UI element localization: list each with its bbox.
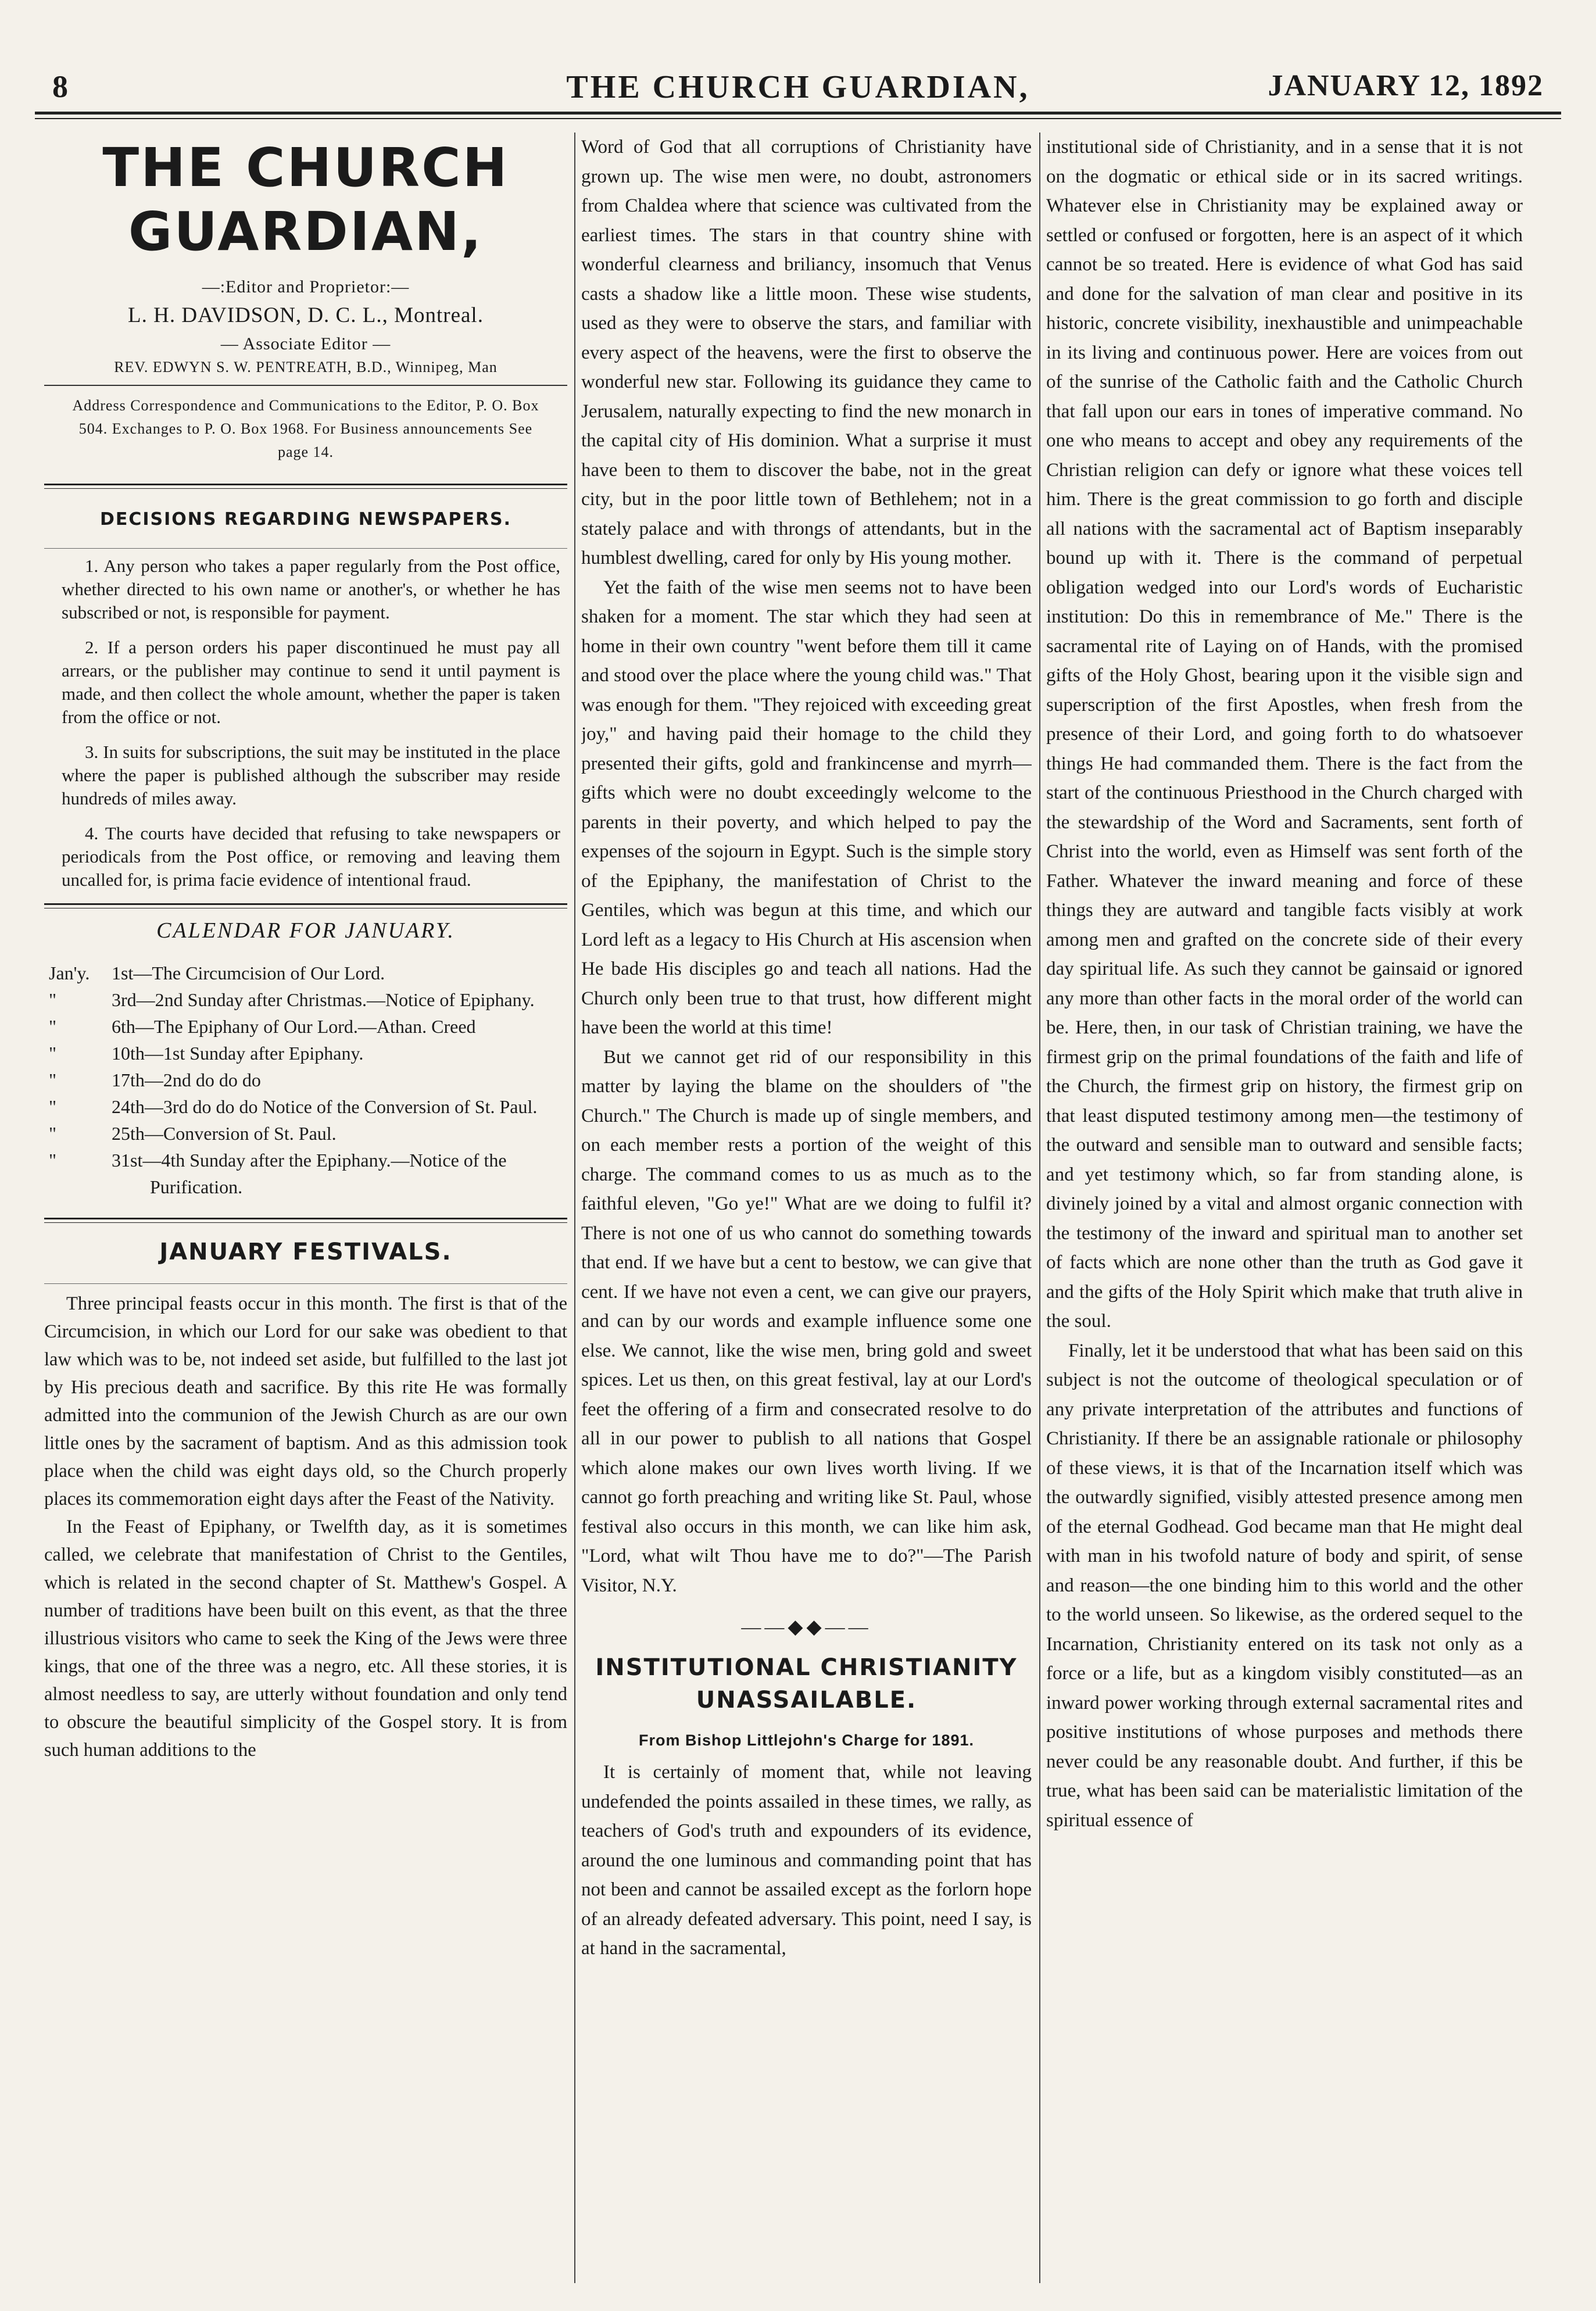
calendar-entry bbox=[44, 1067, 567, 1093]
calendar-text: 1st—The Circumcision of Our Lord. bbox=[112, 963, 385, 983]
calendar-mark: " bbox=[49, 1150, 57, 1171]
section-rule bbox=[44, 903, 567, 908]
decision-item: 2. If a person orders his paper discontinued he must pay all arrears, or the publisher may continue to send it until payment is made, and then collect the whole amount, whether the paper is taken from the office or not. bbox=[62, 637, 560, 727]
calendar-mark: Jan'y. bbox=[49, 963, 90, 983]
article-paragraph: institutional side of Christianity, and in a sense that it is not on the dogmatic or ethical side or in its sacred writings. Whatever else in Christianity may be explained away or settled or confused or forgotten, here is an aspect of it which cannot be so treated. Here is evidence of what God has said and done for the salvation of man clear and positive in its historic, concrete visibility, inexhaustible and unimpeachable in its living and continuous power. Here are voices from out of the sunrise of the Catholic faith and the Catholic Church that fall upon our ears in tones of imperative command. No one who means to accept and obey any requirements of the Christian religion can defy or ignore what these voices tell him. There is the great commission to go forth and disciple all nations with the sacramental act of Baptism inseparably bound up with it. There is the command of perpetual obligation wedged into our Lord's words of Eucharistic institution: Do this in remembrance of Me." There is the sacramental rite of Laying on of Hands, with the promised gifts of the Holy Ghost, bearing upon it the visible sign and superscription of the first Apostles, when fresh from the presence of their Lord, and going forth to do whatsoever things He had commanded them. There is the fact from the start of the continuous Priesthood in the Church charged with the stewardship of the Word and Sacraments, sent forth of Christ into the world, even as Himself was sent forth of the Father. Whatever the inward meaning and force of these things they are autward and tangible facts visibly at work among men and grafted on the concrete side of their every day spiritual life. As such they cannot be gainsaid or ignored any more than other facts in the moral order of the world can be. Here, then, in our task of Christian training, we have the firmest grip on the primal foundations of the faith and life of the Church, the firmest grip on history, the firmest grip on that least disputed testimony among men—the testimony of the outward and sensible man to outward and sensible facts; and yet testimony which, so far from standing alone, is divinely joined by a vital and almost organic connection with the testimony of the inward and spiritual man to another set of facts which are none other than the truth as God gave it and the gifts of the Holy Spirit which make that truth alive in the soul. bbox=[1046, 137, 1523, 1332]
article-paragraph: Finally, let it be understood that what has been said on this subject is not the outcome of theological speculation or of any private interpretation of the attributes and functions of Christianity. If there be an assignable rationale or philosophy of these views, it is that of the Incarnation itself which was the outwardly signified, visibly attested presence among men of the eternal Godhead. God became man that He might deal with man in his twofold nature of body and spirit, of sense and reason—the one binding him to this world and the other to the world unseen. So likewise, as the ordered sequel to the Incarnation, Christianity entered on its task not only as a force or a life, but as a kingdom visibly constituted—as an inward power working through external sacramental rites and positive institutions of whose purposes and methods there never could be any reasonable doubt. And further, if this be true, what has been said can be materialistic limitation of the spiritual essence of bbox=[1046, 1340, 1523, 1831]
calendar-mark: " bbox=[49, 1096, 57, 1117]
decision-item: 3. In suits for subscriptions, the suit may be instituted in the place where the paper is published although the subscriber may reside hundreds of miles away. bbox=[62, 742, 560, 809]
address-notice: Address Correspondence and Communications to the Editor, P. O. Box 504. Exchanges to P. O. Box 1968. For Business announcements See page 14. bbox=[72, 397, 539, 460]
masthead-rule bbox=[44, 385, 567, 386]
calendar-mark: " bbox=[49, 1069, 57, 1090]
decision-item: 4. The courts have decided that refusing to take newspapers or periodicals from the Post office, or removing and leaving them uncalled for, is prima facie evidence of intentional fraud. bbox=[62, 823, 560, 890]
column-divider bbox=[1039, 133, 1040, 2283]
calendar-entry bbox=[44, 960, 567, 986]
calendar-text: 10th—1st Sunday after Epiphany. bbox=[112, 1043, 364, 1064]
column-three bbox=[1046, 133, 1523, 2283]
editor-line: —:Editor and Proprietor:— bbox=[202, 277, 410, 296]
running-title: THE CHURCH GUARDIAN, bbox=[566, 69, 1030, 105]
calendar-entry bbox=[44, 986, 567, 1013]
calendar-text: 3rd—2nd Sunday after Christmas.—Notice of Epiphany. bbox=[112, 989, 535, 1010]
festivals-heading: JANUARY FESTIVALS. bbox=[159, 1239, 452, 1265]
calendar-mark: " bbox=[49, 1123, 57, 1144]
calendar-entry bbox=[44, 1093, 567, 1120]
calendar-entry bbox=[44, 1120, 567, 1147]
festivals-rule bbox=[44, 1283, 567, 1284]
calendar-text: 6th—The Epiphany of Our Lord.—Athan. Creed bbox=[112, 1016, 476, 1037]
running-header bbox=[35, 69, 1561, 105]
editor-name: L. H. DAVIDSON, D. C. L., Montreal. bbox=[128, 303, 484, 327]
calendar-text: 31st—4th Sunday after the Epiphany.—Notice of the Purification. bbox=[112, 1150, 507, 1197]
article-byline: From Bishop Littlejohn's Charge for 1891. bbox=[639, 1732, 974, 1749]
column-divider bbox=[574, 133, 575, 2283]
masthead-title: THE CHURCH GUARDIAN, bbox=[102, 137, 509, 263]
calendar-heading: CALENDAR FOR JANUARY. bbox=[156, 918, 455, 943]
epiphany-paragraph: But we cannot get rid of our responsibility in this matter by laying the blame on the shoulders of "the Church." The Church is made up of single members, and on each member rests a portion of the weight of this charge. The command comes to us as much as to the faithful eleven, "Go ye!" What are we doing to fulfil it? There is not one of us who cannot do something towards that end. If we have but a cent to bestow, we can give that cent. If we have not even a cent, we can give our prayers, and can by our words and example influence some one else. We cannot, like the wise men, bring gold and sweet spices. Let us then, on this great festival, lay at our Lord's feet the offering of a firm and consecrated resolve to do all in our power to publish to all nations that Gospel which alone makes our own lives worth living. If we cannot go forth preaching and writing like St. Paul, whose festival also occurs in this month, we can like him ask, "Lord, what wilt Thou have me to do?"—The Parish Visitor, N.Y. bbox=[581, 1046, 1032, 1596]
decisions-heading: DECISIONS REGARDING NEWSPAPERS. bbox=[99, 509, 512, 530]
calendar-text: 17th—2nd do do do bbox=[112, 1069, 261, 1090]
column-one bbox=[44, 133, 567, 2283]
article-paragraph: It is certainly of moment that, while not leaving undefended the points assailed in these times, we rally, as teachers of God's truth and expounders of its evidence, around the one luminous and commanding point that has not been and cannot be assailed except as the forlorn hope of an already defeated adversary. This point, need I say, is at hand in the sacramental, bbox=[581, 1762, 1032, 1959]
associate-editor-name: REV. EDWYN S. W. PENTREATH, B.D., Winnipeg, Man bbox=[114, 359, 498, 375]
calendar-mark: " bbox=[49, 1043, 57, 1064]
column-two bbox=[581, 133, 1032, 2283]
associate-editor-line: — Associate Editor — bbox=[220, 334, 391, 353]
header-rule bbox=[35, 112, 1561, 119]
epiphany-paragraph: Word of God that all corruptions of Christianity have grown up. The wise men were, no doubt, astronomers from Chaldea where that science was cultivated from the earliest times. The stars in that country shine with wonderful clearness and briliancy, insomuch that Venus casts a shadow like a little moon. These wise students, used as they were to observe the stars, and familiar with every aspect of the heavens, were the first to observe the wonderful new star. Following its guidance they came to Jerusalem, naturally expecting to find the new monarch in the capital city of His dominion. What a surprise it must have been to them to discover the babe, not in the great city, but in the poor little town of Bethlehem; not in a stately palace and with throngs of attendants, but in the humblest dwelling, cared for only by His young mother. bbox=[581, 137, 1032, 568]
calendar-text: 24th—3rd do do do Notice of the Conversion of St. Paul. bbox=[112, 1096, 538, 1117]
article-heading: INSTITUTIONAL CHRISTIANITY UNASSAILABLE. bbox=[595, 1654, 1018, 1713]
calendar-text: 25th—Conversion of St. Paul. bbox=[112, 1123, 337, 1144]
calendar-table bbox=[44, 960, 567, 1200]
calendar-mark: " bbox=[49, 989, 57, 1010]
calendar-entry bbox=[44, 1013, 567, 1040]
ornament-divider: ——◆◆—— bbox=[741, 1616, 872, 1638]
festivals-paragraph: Three principal feasts occur in this month. The first is that of the Circumcision, in which our Lord for our sake was obedient to that law which was to be, not indeed set aside, but fulfilled to the last jot by His precious death and sacrifice. By this rite He was formally admitted into the communion of the Jewish Church as are our own little ones by the sacrament of baptism. And as this admission took place when the child was eight days old, so the Church properly places its commemoration eight days after the Feast of the Nativity. bbox=[44, 1293, 567, 1509]
epiphany-paragraph: Yet the faith of the wise men seems not to have been shaken for a moment. The star which they had seen at home in their own country "went before them till it came and stood over the place where the young child was." That was enough for them. "They rejoiced with exceeding great joy," and having paid their homage to the child they presented their gifts, gold and frankincense and myrrh—gifts which were no doubt exceedingly welcome to the parents in their poverty, and which helped to pay the expenses of the sojourn in Egypt. Such is the simple story of the Epiphany, the manifestation of Christ to the Gentiles, which was begun at this time, and which our Lord left as a legacy to His Church at His ascension when He bade His disciples go and teach all nations. Had the Church only been true to that trust, how different might have been the world at this time! bbox=[581, 577, 1032, 1038]
calendar-entry bbox=[44, 1147, 567, 1200]
decisions-rule bbox=[44, 548, 567, 549]
issue-date: JANUARY 12, 1892 bbox=[1268, 69, 1544, 102]
decision-item: 1. Any person who takes a paper regularly from the Post office, whether directed to his own name or another's, or whether he has subscribed or not, is responsible for payment. bbox=[62, 556, 560, 623]
festivals-paragraph: In the Feast of Epiphany, or Twelfth day, as it is sometimes called, we celebrate that manifestation of Christ to the Gentiles, which is related in the second chapter of St. Matthew's Gospel. A number of traditions have been built on this event, as that the three illustrious visitors who came to seek the King of the Jews were three kings, that one of the three was a negro, etc. All these stories, it is almost needless to say, are utterly without foundation and only tend to obscure the beautiful simplicity of the Gospel story. It is from such human additions to the bbox=[44, 1516, 567, 1761]
calendar-entry bbox=[44, 1040, 567, 1067]
calendar-mark: " bbox=[49, 1016, 57, 1037]
section-rule bbox=[44, 1218, 567, 1223]
section-rule bbox=[44, 484, 567, 489]
page-number: 8 bbox=[52, 69, 68, 104]
